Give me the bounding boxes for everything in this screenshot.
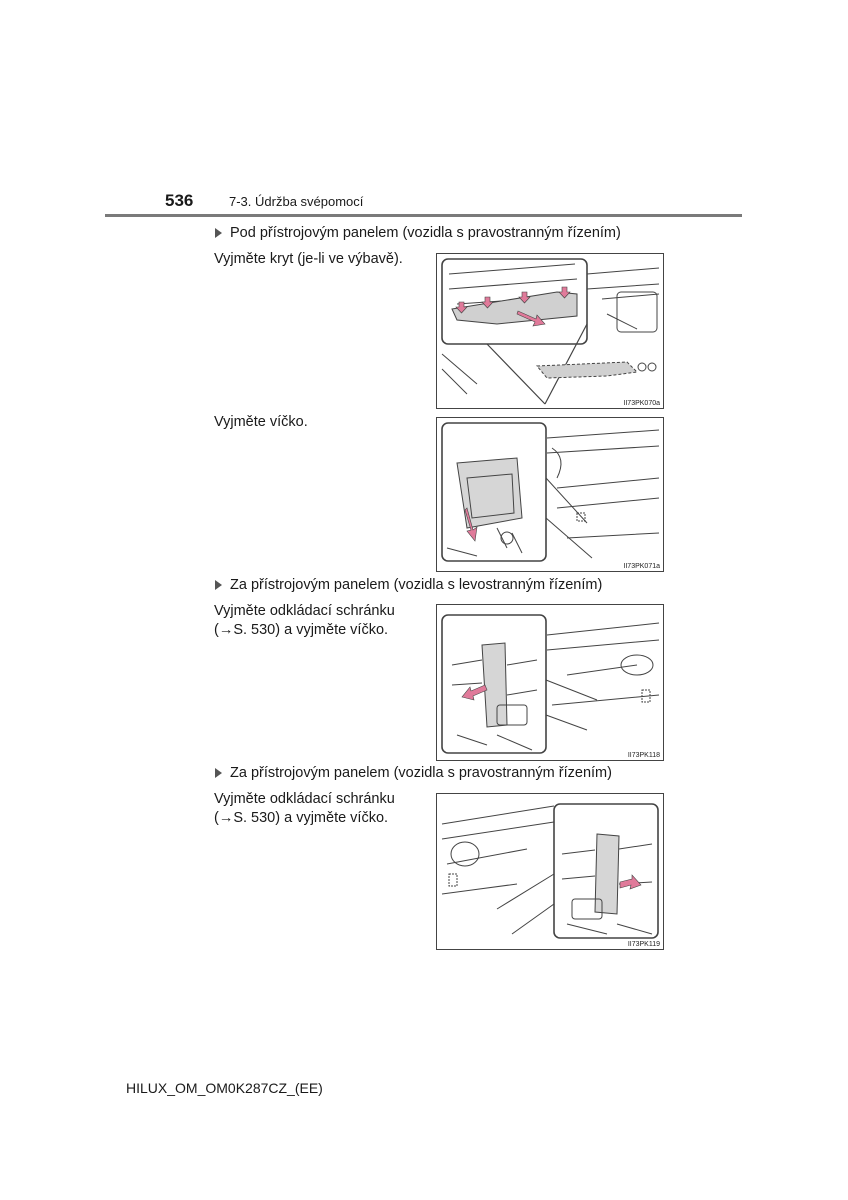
bullet-triangle-icon bbox=[215, 580, 222, 590]
document-code: HILUX_OM_OM0K287CZ_(EE) bbox=[126, 1080, 323, 1096]
step-instruction bbox=[214, 790, 395, 828]
instruction-line: (→S. 530) a vyjměte víčko. bbox=[214, 622, 389, 638]
instruction-line: Vyjměte kryt (je-li ve výbavě). bbox=[214, 251, 403, 267]
header-divider bbox=[105, 214, 742, 217]
figure-lid-removal bbox=[436, 417, 664, 572]
section-heading-text: Za přístrojovým panelem (vozidla s levostranným řízením) bbox=[230, 577, 603, 593]
figure-code: II73PK118 bbox=[627, 752, 660, 759]
page-number: 536 bbox=[165, 191, 194, 210]
section-heading-text: Pod přístrojovým panelem (vozidla s pravostranným řízením) bbox=[230, 225, 621, 241]
bullet-triangle-icon bbox=[215, 768, 222, 778]
section-heading-2 bbox=[215, 577, 602, 593]
instruction-line: (→S. 530) a vyjměte víčko. bbox=[214, 810, 389, 826]
section-heading-text: Za přístrojovým panelem (vozidla s pravostranným řízením) bbox=[230, 765, 612, 781]
figure-code: II73PK071a bbox=[623, 563, 660, 570]
figure-glovebox-lhd bbox=[436, 604, 664, 761]
step-instruction bbox=[214, 250, 403, 269]
section-heading-1 bbox=[215, 225, 621, 241]
bullet-triangle-icon bbox=[215, 228, 222, 238]
figure-code: II73PK119 bbox=[627, 941, 660, 948]
fuse-lid-illustration bbox=[437, 418, 663, 571]
step-instruction bbox=[214, 413, 308, 432]
instruction-line: Vyjměte odkládací schránku bbox=[214, 791, 395, 807]
instruction-line: Vyjměte víčko. bbox=[214, 414, 308, 430]
figure-glovebox-rhd bbox=[436, 793, 664, 950]
figure-cover-removal bbox=[436, 253, 664, 409]
step-instruction bbox=[214, 602, 395, 640]
section-title: 7-3. Údržba svépomocí bbox=[229, 194, 364, 209]
glovebox-rhd-illustration bbox=[437, 794, 663, 949]
instruction-line: Vyjměte odkládací schránku bbox=[214, 603, 395, 619]
glovebox-lhd-illustration bbox=[437, 605, 663, 760]
dashboard-cover-illustration bbox=[437, 254, 663, 408]
section-heading-3 bbox=[215, 765, 612, 781]
figure-code: II73PK070a bbox=[623, 400, 660, 407]
